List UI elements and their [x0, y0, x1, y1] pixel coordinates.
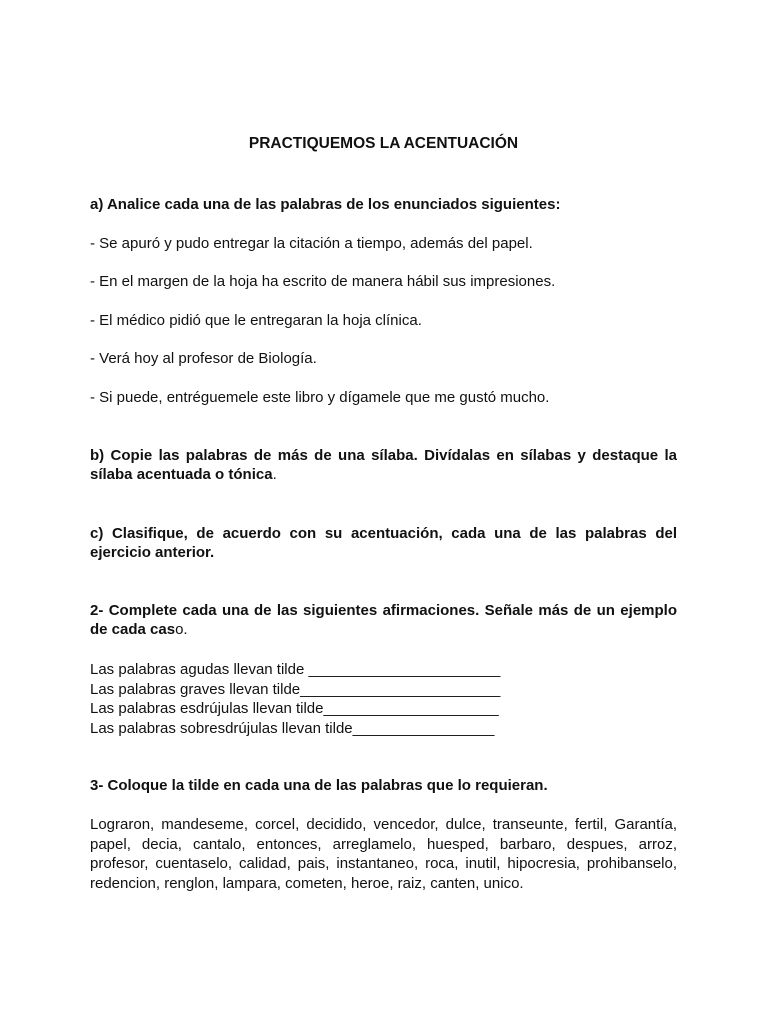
section-2-heading-bold: 2- Complete cada una de las siguientes afirmaciones. Señale más de un ejemplo de cada cas [90, 602, 677, 638]
fill-line-agudas: Las palabras agudas llevan tilde _______________________ [90, 661, 501, 678]
section-b-heading-bold: b) Copie las palabras de más de una sílaba. Divídalas en sílabas y destaque la sílaba acentuada o tónica [90, 447, 677, 483]
page-title: PRACTIQUEMOS LA ACENTUACIÓN [248, 135, 519, 152]
fill-line-graves: Las palabras graves llevan tilde________________________ [90, 680, 501, 698]
sentence-4: - Verá hoy al profesor de Biología. [90, 350, 317, 367]
sentence-5: - Si puede, entréguemele este libro y dígamele que me gustó mucho. [90, 389, 550, 406]
section-3-heading: 3- Coloque la tilde en cada una de las palabras que lo requieran. [90, 777, 548, 794]
section-2-heading-tail: o. [175, 621, 188, 638]
sentence-1: - Se apuró y pudo entregar la citación a tiempo, además del papel. [90, 235, 533, 252]
section-a-heading: a) Analice cada una de las palabras de los enunciados siguientes: [90, 196, 561, 213]
section-b-heading [90, 446, 677, 484]
section-b-heading-tail: . [272, 466, 277, 483]
fill-line-esdrujulas: Las palabras esdrújulas llevan tilde_____________________ [90, 700, 499, 717]
word-list: Lograron, mandeseme, corcel, decidido, vencedor, dulce, transeunte, fertil, Garantía, papel, decia, cantalo, entonces, arreglamelo, huesped, barbaro, despues, arroz, profesor, cuentaselo, calidad, pais, instantaneo, roca, inutil, hipocresia, prohibanselo, redencion, renglon, lampara, cometen, heroe, raiz, canten, unico. [90, 816, 677, 892]
fill-in-lines [90, 660, 677, 738]
fill-line-sobresdrujulas: Las palabras sobresdrújulas llevan tilde_________________ [90, 719, 495, 737]
sentence-3: - El médico pidió que le entregaran la hoja clínica. [90, 312, 422, 329]
sentence-2: - En el margen de la hoja ha escrito de manera hábil sus impresiones. [90, 273, 556, 290]
section-2-heading [90, 601, 677, 639]
section-c-heading: c) Clasifique, de acuerdo con su acentuación, cada una de las palabras del ejercicio anterior. [90, 525, 677, 561]
